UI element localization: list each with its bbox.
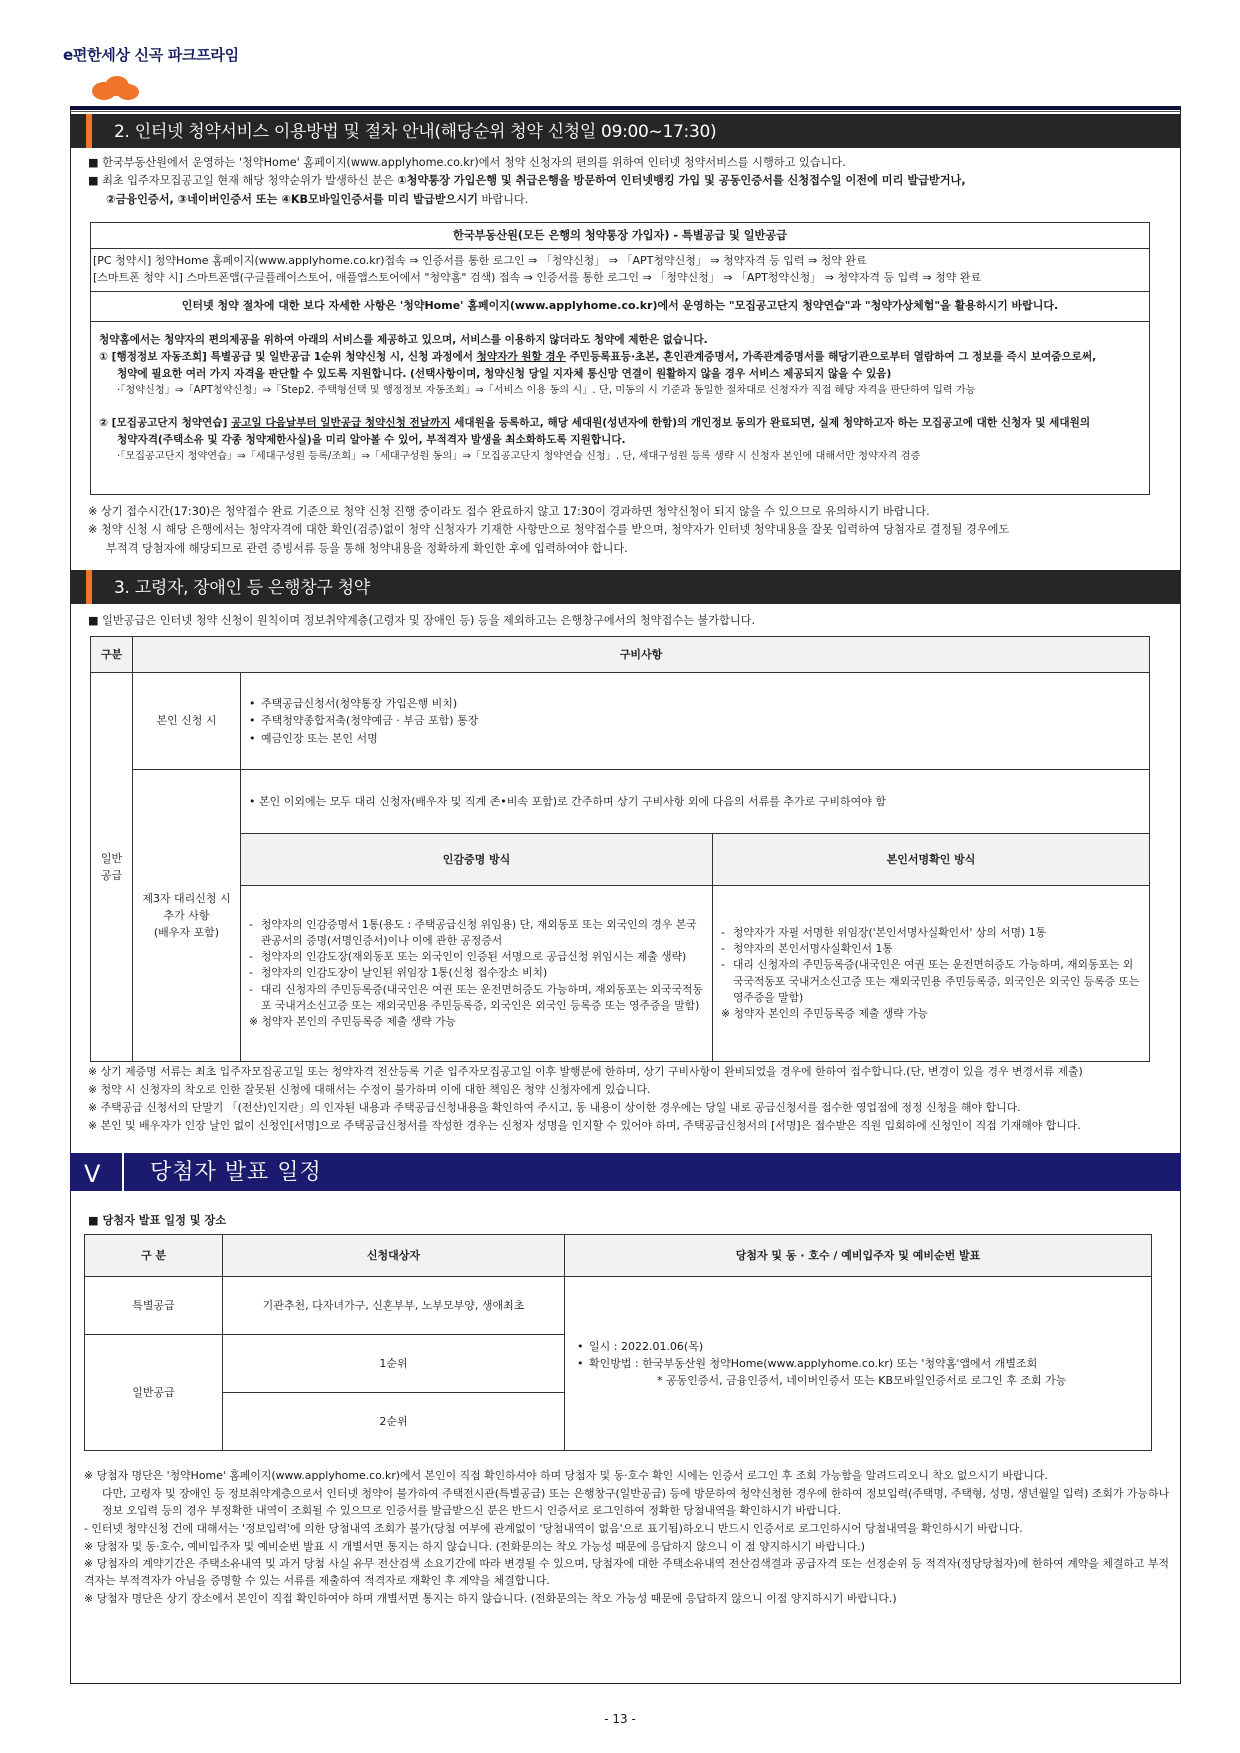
service-1-line-3: ·「청약신청」⇒「APT청약신청」⇒「Step2. 주택형선택 및 행정정보 자동조회」⇒「서비스 이용 동의 시」. 단, 미동의 시 기준과 동일한 절차대로 신청자가 직접 해당 자격을 판단하여 입력 가능 bbox=[117, 384, 976, 396]
sign-note: ※ 청약자 본인의 주민등록증 제출 생략 가능 bbox=[721, 1006, 928, 1020]
section-v-sub: ■ 당첨자 발표 일정 및 장소 bbox=[88, 1214, 227, 1227]
seal-docs bbox=[241, 886, 713, 1062]
service-1-line-1 bbox=[99, 349, 1141, 366]
seal-doc-1: - 청약자의 인감증명서 1통(용도 : 주택공급신청 위임용) 단, 재외동포 또는 외국인의 경우 본국 관공서의 증명(서명인증서)이나 이에 관한 공정증서 bbox=[249, 917, 704, 949]
self-label: 본인 신청 시 bbox=[133, 673, 241, 770]
services-intro: 청약홈에서는 청약자의 편의제공을 위하여 아래의 서비스를 제공하고 있으며, 서비스를 이용하지 않더라도 청약에 제한은 없습니다. bbox=[99, 334, 708, 346]
th-seal: 인감증명 방식 bbox=[241, 834, 713, 886]
intro-line-2 bbox=[88, 172, 1168, 189]
proxy-intro: • 본인 이외에는 모두 대리 신청자(배우자 및 직계 존•비속 포함)로 간주하며 상기 구비사항 외에 다음의 서류를 추가로 구비하여야 함 bbox=[241, 770, 1150, 834]
section-3-header bbox=[70, 570, 1181, 604]
th-gubun: 구분 bbox=[91, 637, 133, 673]
sign-doc-3: - 대리 신청자의 주민등록증(내국인은 여권 또는 운전면허증도 가능하며, 재외동포는 외국국적동포 국내거소신고증 또는 재외국민용 주민등록증, 외국인은 외국인 등록증 또는 영주증을 말함) bbox=[721, 957, 1141, 1006]
brand-title: e편한세상 신곡 파크프라임 bbox=[63, 46, 239, 64]
section-v-notes bbox=[84, 1468, 1169, 1609]
section-2-notes bbox=[88, 503, 1168, 558]
intro-line-2a: ■ 최초 입주자모집공고일 현재 해당 청약순위가 발생하신 분은 bbox=[88, 174, 398, 188]
s3-note-1: ※ 상기 제증명 서류는 최초 입주자모집공고일 또는 청약자격 전산등록 기준 입주자모집공고일 이후 발행분에 한하며, 상기 구비사항이 완비되었을 경우에 한하여 접수합니다.(단, 변경이 있을 경우 변경서류 제출) bbox=[88, 1065, 1083, 1078]
section-accent bbox=[86, 570, 92, 604]
brand-cloud-logo bbox=[90, 74, 140, 102]
announce-date: • 일시 : 2022.01.06(목) bbox=[577, 1338, 1139, 1355]
page-number: - 13 - bbox=[604, 1712, 636, 1726]
note-2b: 부적격 당첨자에 해당되므로 관련 증빙서류 등을 통해 청약내용을 정확하게 확인한 후에 입력하여야 합니다. bbox=[106, 541, 628, 555]
note-2: ※ 청약 신청 시 해당 은행에서는 청약자격에 대한 확인(검증)없이 청약 신청자가 기재한 사항만으로 청약접수를 받으며, 청약자가 인터넷 청약내용을 잘못 입력하여 당첨자로 결정될 경우에도 bbox=[88, 523, 1010, 537]
intro-line-2b: ①청약통장 가입은행 및 취급은행을 방문하여 인터넷뱅킹 가입 및 공동인증서를 신청접수일 이전에 미리 발급받거나, bbox=[397, 174, 966, 188]
section-2-header bbox=[70, 114, 1181, 148]
box-steps bbox=[91, 249, 1149, 292]
service-1b: 주민등록표등·초본, 혼인관계증명서, 가족관계증명서를 해당기관으로부터 열람하여 그 정보를 즉시 보여줌으로써, bbox=[565, 350, 1097, 363]
seal-doc-2: - 청약자의 인감도장(재외동포 또는 외국인이 인증된 서명으로 공급신청 위임시는 제출 생략) bbox=[249, 949, 704, 965]
section-3-title: 3. 고령자, 장애인 등 은행창구 청약 bbox=[114, 578, 370, 598]
section-3-notes bbox=[88, 1064, 1168, 1136]
section-accent bbox=[86, 114, 92, 148]
seal-doc-3: - 청약자의 인감도장이 날인된 위임장 1통(신청 접수장소 비치) bbox=[249, 965, 704, 981]
section-2-intro bbox=[88, 154, 1168, 209]
s3-note-2: ※ 청약 시 신청자의 착오로 인한 잘못된 신청에 대해서는 수정이 불가하며 이에 대한 책임은 청약 신청자에게 있습니다. bbox=[88, 1082, 651, 1096]
v-note-6: ※ 당첨자 명단은 상기 장소에서 본인이 직접 확인하여야 하며 개별서면 통지는 하지 않습니다. (전화문의는 착오 가능성 때문에 응답하지 않으니 이점 양지하시기 바랍니다.) bbox=[84, 1592, 897, 1606]
section-3-intro: ■ 일반공급은 인터넷 청약 신청이 원칙이며 정보취약계층(고령자 및 장애인 등) 등을 제외하고는 은행창구에서의 청약접수는 불가합니다. bbox=[88, 614, 756, 627]
row-special: 특별공급 bbox=[85, 1277, 223, 1335]
proxy-label: 제3자 대리신청 시 추가 사항 (배우자 포함) bbox=[133, 770, 241, 1062]
v-note-2: 다만, 고령자 및 장애인 등 정보취약계층으로서 인터넷 청약이 불가하여 주택전시관(특별공급) 또는 은행창구(일반공급) 등에 방문하여 청약신청한 경우에 한하여 정보입력(주택명, 주택형, 성명, 생년월일 입력) 조회가 가능하나 정보 오입력 등의 경우 부정확한 내역이 조회될 수 있으므로 인증서를 발급받으신 분은 반드시 인증서로 로그인하여 정확한 당첨내역을 확인하시기 바랍니다. bbox=[102, 1486, 1169, 1517]
th-docs: 구비사항 bbox=[133, 637, 1150, 673]
service-2a: ② [모집공고단지 청약연습] bbox=[99, 417, 232, 430]
announce-method: • 확인방법 : 한국부동산원 청약Home(www.applyhome.co.kr) 또는 '청약홈'앱에서 개별조회 bbox=[577, 1355, 1139, 1372]
self-docs bbox=[241, 673, 1150, 770]
th-v-announce: 당첨자 및 동 · 호수 / 예비입주자 및 예비순번 발표 bbox=[565, 1235, 1152, 1277]
th-v-gubun: 구 분 bbox=[85, 1235, 223, 1277]
top-rule bbox=[70, 106, 1181, 110]
section-v-header bbox=[70, 1153, 1181, 1191]
announce-note: * 공동인증서, 금융인증서, 네이버인증서 또는 KB모바일인증서로 로그인 후 조회 가능 bbox=[657, 1374, 1067, 1388]
v-note-5: ※ 당첨자의 계약기간은 주택소유내역 및 과거 당첨 사실 유무 전산검색 소요기간에 따라 변경될 수 있으며, 당첨자에 대한 주택소유내역 전산검색결과 공급자격 또는 선정순위 등 적격자(정당당첨자)에 한하여 계약을 체결하고 부적격자는 부적격자가 아님을 증명할 수 있는 서류를 제출하여 적격자로 재확인 후 계약을 체결합니다. bbox=[84, 1557, 1169, 1588]
section-v-separator bbox=[122, 1153, 124, 1191]
section-v-number: Ⅴ bbox=[84, 1160, 101, 1188]
seal-note: ※ 청약자 본인의 주민등록증 제출 생략 가능 bbox=[249, 1014, 456, 1028]
intro-line-1: ■ 한국부동산원에서 운영하는 '청약Home' 홈페이지(www.applyhome.co.kr)에서 청약 신청자의 편의를 위하여 인터넷 청약서비스를 시행하고 있습니다. bbox=[88, 156, 846, 169]
box-title: 한국부동산원(모든 은행의 청약통장 가입자) - 특별공급 및 일반공급 bbox=[91, 223, 1149, 249]
self-doc-3: • 예금인장 또는 본인 서명 bbox=[249, 730, 1141, 747]
internet-procedure-box bbox=[90, 222, 1150, 495]
intro-line-3a: ②금융인증서, ③네이버인증서 또는 ④KB모바일인증서를 미리 발급받으시기 bbox=[106, 192, 478, 206]
service-2u: 공고일 다음날부터 일반공급 청약신청 전날까지 bbox=[231, 417, 451, 430]
seal-doc-4: - 대리 신청자의 주민등록증(내국인은 여권 또는 운전면허증도 가능하며, 재외동포는 외국국적동포 국내거소신고증 또는 재외국민용 주민등록증, 외국인은 외국인 등록증 또는 영주증을 말함) bbox=[249, 982, 704, 1014]
service-2-line-3: ·「모집공고단지 청약연습」⇒「세대구성원 등록/조회」⇒「세대구성원 동의」⇒「모집공고단지 청약연습 신청」. 단, 세대구성원 등록 생략 시 신청자 본인에 대해서만 청약자격 검증 bbox=[117, 451, 921, 462]
group-general: 일반 공급 bbox=[91, 673, 133, 1062]
top-thin-rule bbox=[70, 111, 1181, 112]
intro-line-3b: 바랍니다. bbox=[477, 192, 529, 206]
service-1-line-2: 청약에 필요한 여러 가지 자격을 판단할 수 있도록 지원합니다. (선택사항이며, 청약신청 당일 지자체 통신망 연결이 원활하지 않을 경우 서비스 제공되지 않을 수 있음) bbox=[117, 367, 892, 380]
v-note-1: ※ 당첨자 명단은 '청약Home' 홈페이지(www.applyhome.co.kr)에서 본인이 직접 확인하셔야 하며 당첨자 및 동·호수 확인 시에는 인증서 로그인 후 조회 가능함을 알려드리오니 착오 없으시기 바랍니다. bbox=[84, 1469, 1048, 1482]
s3-note-3: ※ 주택공급 신청서의 단말기 「(전산)인지란」의 인자된 내용과 주택공급신청내용을 확인하여 주시고, 동 내용이 상이한 경우에는 당일 내로 공급신청서를 접수한 영업점에 정정 신청을 해야 합니다. bbox=[88, 1100, 1021, 1114]
s3-note-4: ※ 본인 및 배우자가 인장 날인 없이 신청인[서명]으로 주택공급신청서를 작성한 경우는 신청자 성명을 인지할 수 있어야 하며, 주택공급신청서의 [서명]은 접수받은 직원 입회하에 신청인이 직접 기재해야 합니다. bbox=[88, 1118, 1081, 1132]
announcement-table bbox=[84, 1234, 1152, 1451]
section-2-title: 2. 인터넷 청약서비스 이용방법 및 절차 안내(해당순위 청약 신청일 09:00~17:30) bbox=[114, 122, 717, 142]
box-services bbox=[91, 322, 1149, 465]
sign-doc-1: - 청약자가 자필 서명한 위임장('본인서명사실확인서' 상의 서명) 1통 bbox=[721, 925, 1141, 941]
service-2b: 세대원을 등록하고, 해당 세대원(성년자에 한함)의 개인정보 동의가 완료되면, 실제 청약하고자 하는 모집공고에 대한 신청자 및 세대원의 bbox=[450, 417, 1091, 430]
pc-steps: [PC 청약시] 청약Home 홈페이지(www.applyhome.co.kr)접속 ⇒ 인증서를 통한 로그인 ⇒ 「청약신청」 ⇒ 「APT청약신청」 ⇒ 청약자격 등 입력 ⇒ 청약 완료 bbox=[93, 254, 867, 267]
service-2-line-2: 청약자격(주택소유 및 각종 청약제한사실)을 미리 알아볼 수 있어, 부적격자 발생을 최소화하도록 지원합니다. bbox=[117, 434, 626, 447]
rank-2: 2순위 bbox=[223, 1393, 565, 1451]
announce-details bbox=[565, 1277, 1152, 1451]
note-1: ※ 상기 접수시간(17:30)은 청약접수 완료 기준으로 청약 신청 진행 중이라도 접수 완료하지 않고 17:30이 경과하면 청약신청이 되지 않을 수 있으므로 유의하시기 바랍니다. bbox=[88, 505, 930, 518]
self-doc-2: • 주택청약종합저축(청약예금 · 부금 포함) 통장 bbox=[249, 712, 1141, 729]
mobile-steps: [스마트폰 청약 시] 스마트폰앱(구글플레이스토어, 애플앱스토어에서 "청약홈" 검색) 접속 ⇒ 인증서를 통한 로그인 ⇒ 「청약신청」 ⇒ 「APT청약신청」 ⇒ 청약자격 등 입력 ⇒ 청약 완료 bbox=[93, 271, 982, 285]
box-detail: 인터넷 청약 절차에 대한 보다 자세한 사항은 '청약Home' 홈페이지(www.applyhome.co.kr)에서 운영하는 "모집공고단지 청약연습"과 "청약가상체험"을 활용하시기 바랍니다. bbox=[91, 292, 1149, 322]
th-sign: 본인서명확인 방식 bbox=[713, 834, 1150, 886]
row-special-target: 기관추천, 다자녀가구, 신혼부부, 노부모부양, 생애최초 bbox=[223, 1277, 565, 1335]
rank-1: 1순위 bbox=[223, 1335, 565, 1393]
service-1a: ① [행정정보 자동조회] 특별공급 및 일반공급 1순위 청약신청 시, 신청 과정에서 bbox=[99, 350, 477, 363]
service-2-line-1 bbox=[99, 415, 1141, 432]
self-doc-1: • 주택공급신청서(청약통장 가입은행 비치) bbox=[249, 695, 1141, 712]
v-note-3: - 인터넷 청약신청 건에 대해서는 '정보입력'에 의한 당첨내역 조회가 불가(당첨 여부에 관계없이 '당첨내역이 없음'으로 표기됨)하오니 반드시 인증서로 로그인하시어 당첨내역을 확인하시기 바랍니다. bbox=[84, 1521, 1023, 1535]
section-v-title: 당첨자 발표 일정 bbox=[150, 1160, 322, 1185]
th-v-target: 신청대상자 bbox=[223, 1235, 565, 1277]
service-1u: 청약자가 원할 경우 bbox=[476, 350, 566, 363]
row-general: 일반공급 bbox=[85, 1335, 223, 1451]
sign-doc-2: - 청약자의 본인서명사실확인서 1통 bbox=[721, 941, 1141, 957]
bank-counter-table bbox=[90, 636, 1150, 1062]
sign-docs bbox=[713, 886, 1150, 1062]
intro-line-3 bbox=[88, 191, 1168, 208]
v-note-4: ※ 당첨자 및 동·호수, 예비입주자 및 예비순번 발표 시 개별서면 통지는 하지 않습니다. (전화문의는 착오 가능성 때문에 응답하지 않으니 이 점 양지하시기 바랍니다.) bbox=[84, 1539, 865, 1553]
